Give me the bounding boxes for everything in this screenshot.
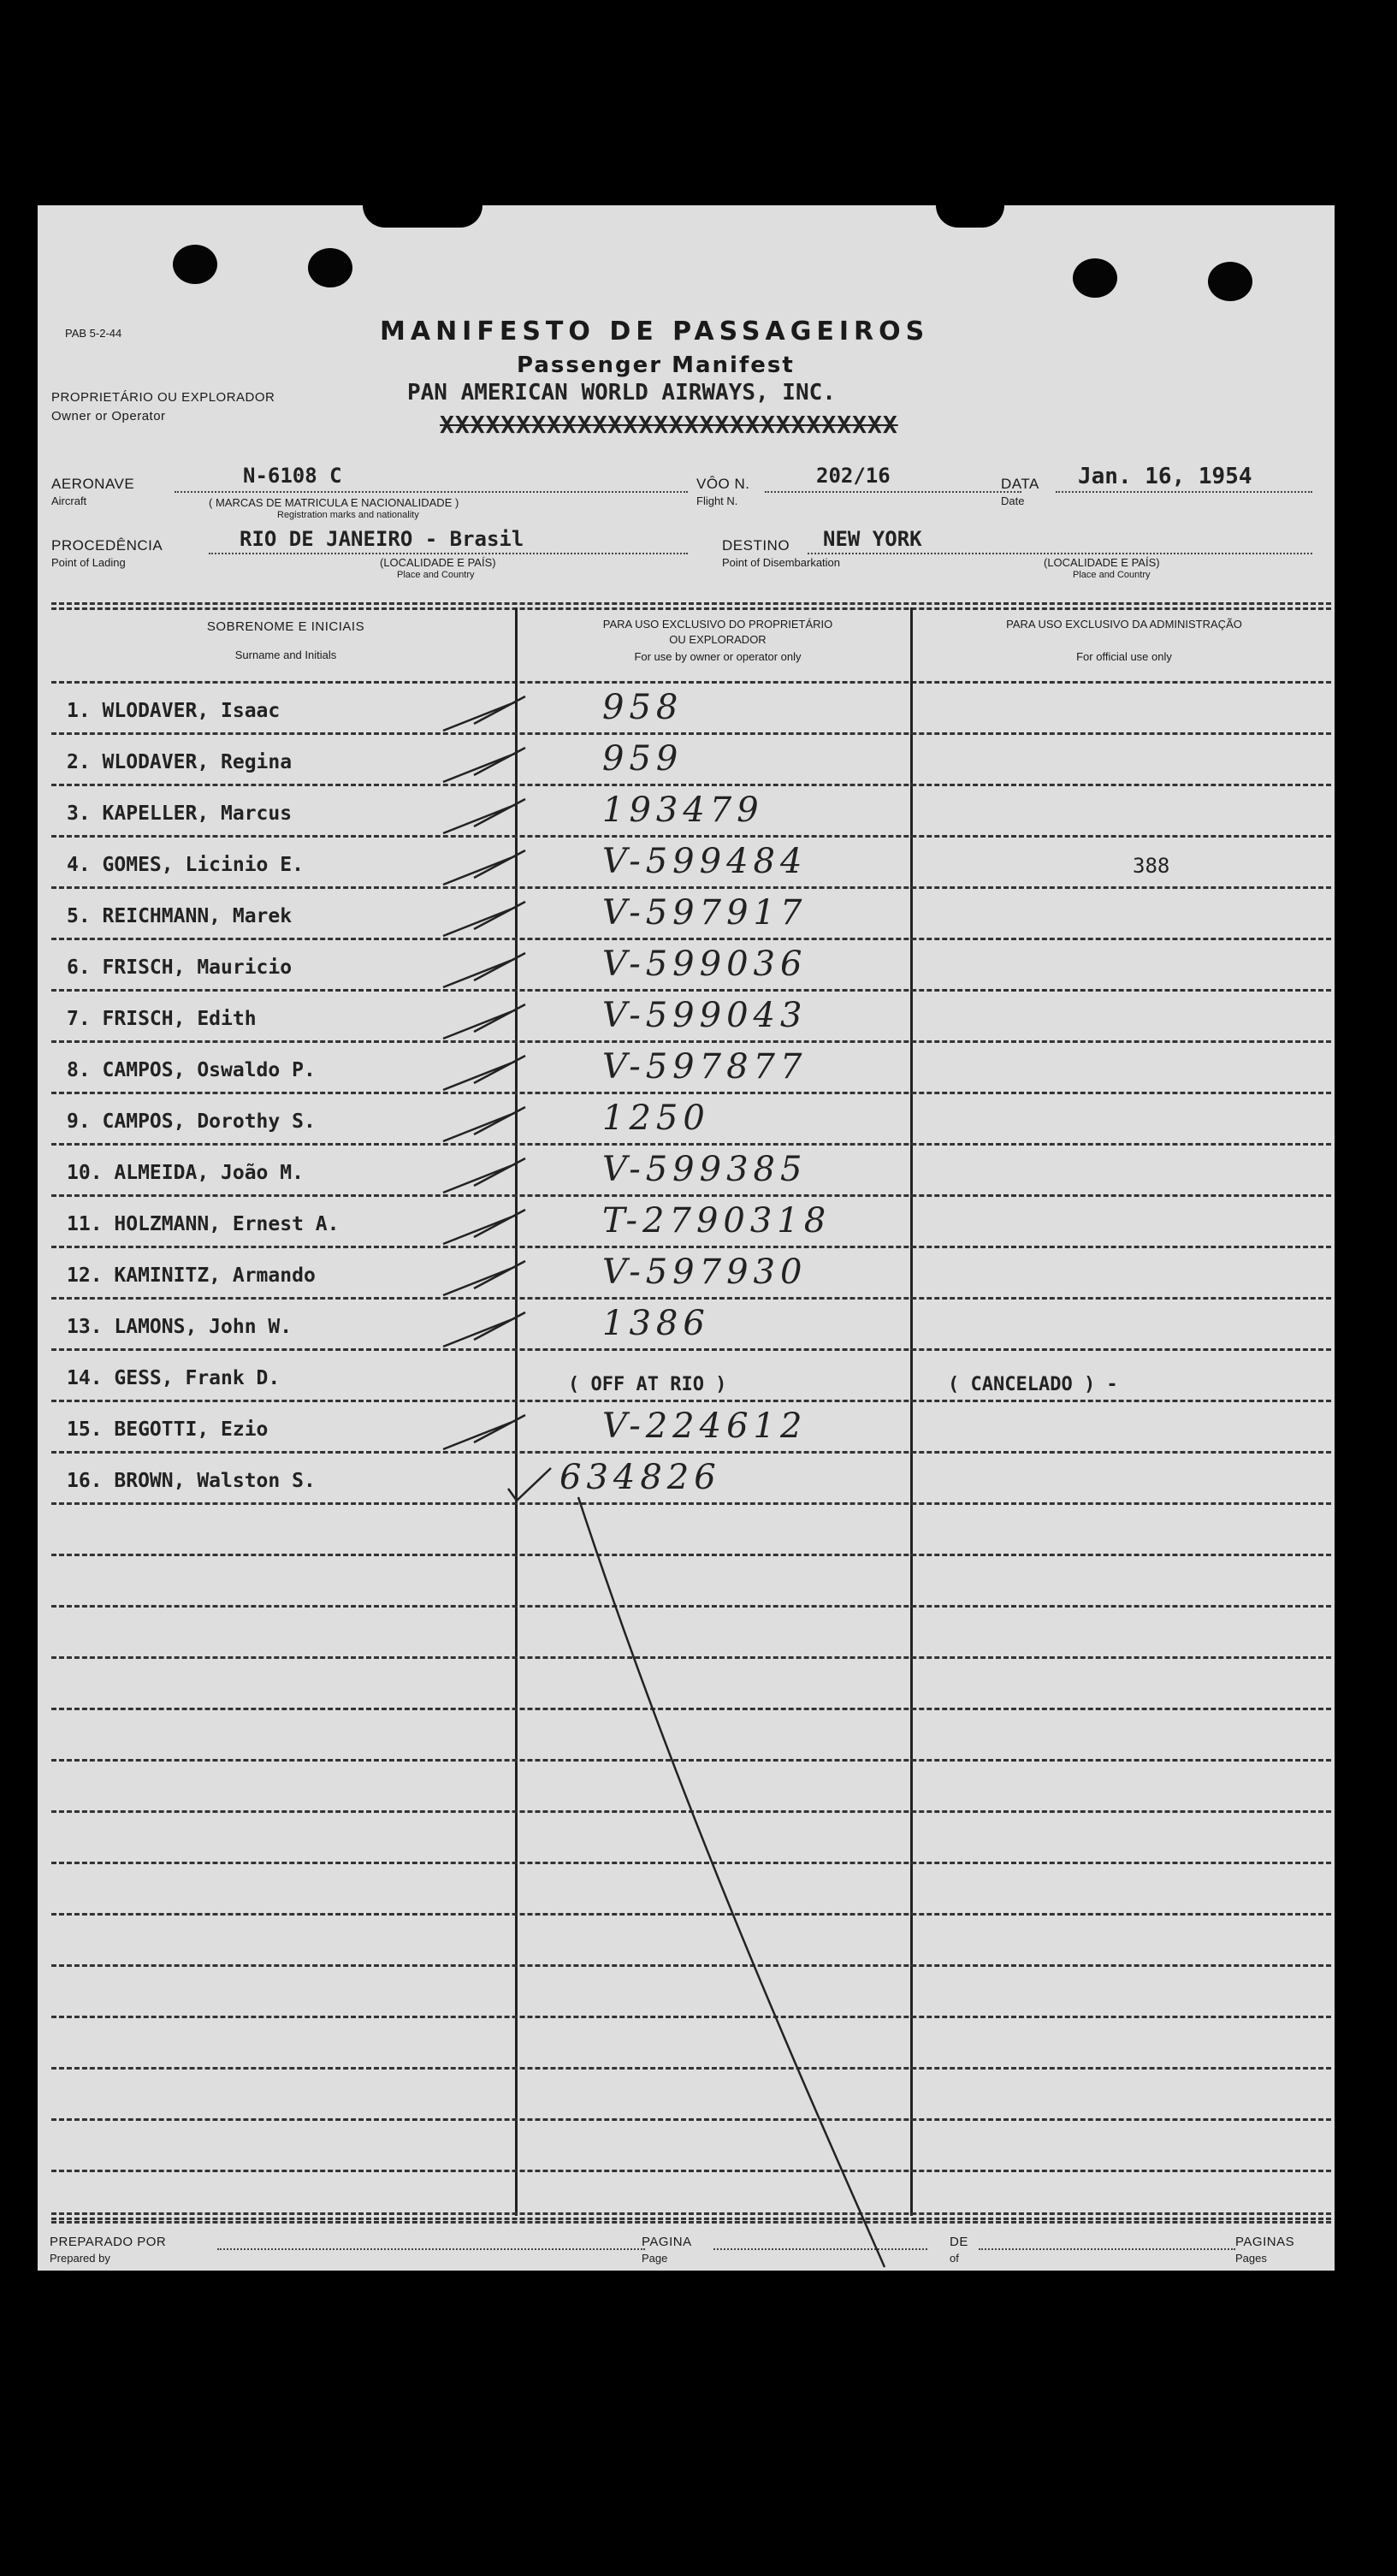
column-header-owner: PARA USO EXCLUSIVO DO PROPRIETÁRIO [602,618,833,631]
origin-value: RIO DE JANEIRO - Brasil [240,527,524,551]
owner-number: 1386 [602,1304,710,1343]
operator-label-en: Owner or Operator [51,409,166,423]
passenger-name: 1. WLODAVER, Isaac [67,700,281,722]
prepared-label-en: Prepared by [50,2252,110,2265]
aircraft-label: AERONAVE [51,476,135,492]
pen-stroke [578,1497,885,2267]
owner-number: V-597917 [602,893,808,933]
owner-number: ( OFF AT RIO ) [568,1374,727,1395]
aircraft-value: N-6108 C [243,464,342,488]
of-label-en: of [950,2252,959,2265]
flight-label: VÔO N. [696,476,750,492]
admin-value: 388 [1133,854,1170,878]
pen-stroke-overlay [38,205,1335,2271]
manifest-sheet [38,205,1335,2271]
passenger-name: 14. GESS, Frank D. [67,1367,281,1389]
owner-number: V-599385 [602,1150,808,1189]
column-header-name: SOBRENOME E INICIAIS [206,619,365,634]
passenger-name: 13. LAMONS, John W. [67,1316,293,1338]
pages-label-en: Pages [1235,2252,1267,2265]
column-header-owner-2: OU EXPLORADOR [669,633,767,646]
passenger-name: 9. CAMPOS, Dorothy S. [67,1110,316,1133]
origin-hint: (LOCALIDADE E PAÍS) [380,556,496,569]
struck-line: XXXXXXXXXXXXXXXXXXXXXXXXXXXXXX [440,411,898,439]
operator-label: PROPRIETÁRIO OU EXPLORADOR [51,390,275,405]
column-header-admin: PARA USO EXCLUSIVO DA ADMINISTRAÇÃO [1006,618,1242,631]
owner-number: V-597930 [602,1252,808,1292]
operator-value: PAN AMERICAN WORLD AIRWAYS, INC. [407,380,836,406]
aircraft-hint: ( MARCAS DE MATRICULA E NACIONALIDADE ) [209,496,459,509]
passenger-name: 8. CAMPOS, Oswaldo P. [67,1059,316,1081]
date-label: DATA [1001,476,1039,492]
origin-label: PROCEDÊNCIA [51,537,163,554]
owner-number: V-224612 [602,1406,808,1446]
column-header-admin-en: For official use only [1076,650,1172,663]
aircraft-label-en: Aircraft [51,494,87,507]
destination-value: NEW YORK [823,527,922,551]
date-label-en: Date [1001,494,1025,507]
destination-label-en: Point of Disembarkation [722,556,841,569]
owner-number: T-2790318 [602,1201,832,1241]
owner-number: V-599036 [602,945,808,984]
passenger-name: 15. BEGOTTI, Ezio [67,1418,269,1441]
passenger-name: 4. GOMES, Licinio E. [67,854,304,876]
of-label: DE [950,2235,968,2249]
owner-number: V-599043 [602,996,808,1035]
form-code: PAB 5-2-44 [65,327,122,340]
column-header-name-en: Surname and Initials [234,648,337,661]
owner-number: 193479 [602,791,764,830]
passenger-name: 7. FRISCH, Edith [67,1008,257,1030]
owner-number: 1250 [602,1099,710,1138]
passenger-name: 5. REICHMANN, Marek [67,905,293,927]
column-header-owner-en: For use by owner or operator only [634,650,802,663]
prepared-label: PREPARADO POR [50,2235,167,2249]
owner-number: 958 [602,688,684,727]
date-value: Jan. 16, 1954 [1078,464,1252,489]
passenger-name: 12. KAMINITZ, Armando [67,1264,316,1287]
aircraft-hint-en: Registration marks and nationality [277,510,419,520]
passenger-name: 10. ALMEIDA, João M. [67,1162,304,1184]
destination-hint-en: Place and Country [1073,570,1151,580]
passenger-name: 16. BROWN, Walston S. [67,1470,316,1492]
owner-number: V-599484 [602,842,808,881]
page-label: PAGINA [642,2235,692,2249]
owner-number: 959 [602,739,684,779]
pages-label: PAGINAS [1235,2235,1295,2249]
passenger-name: 3. KAPELLER, Marcus [67,802,293,825]
passenger-name: 11. HOLZMANN, Ernest A. [67,1213,340,1235]
origin-hint-en: Place and Country [397,570,475,580]
flight-label-en: Flight N. [696,494,738,507]
owner-number: V-597877 [602,1047,808,1087]
page-subtitle: Passenger Manifest [517,352,795,378]
destination-label: DESTINO [722,537,790,554]
passenger-name: 6. FRISCH, Mauricio [67,956,293,979]
origin-label-en: Point of Lading [51,556,126,569]
page-title: MANIFESTO DE PASSAGEIROS [380,317,930,346]
passenger-name: 2. WLODAVER, Regina [67,751,293,773]
destination-hint: (LOCALIDADE E PAÍS) [1044,556,1160,569]
flight-value: 202/16 [816,464,891,488]
admin-value: ( CANCELADO ) - [948,1374,1118,1395]
page-label-en: Page [642,2252,668,2265]
owner-number: 634826 [559,1458,721,1497]
